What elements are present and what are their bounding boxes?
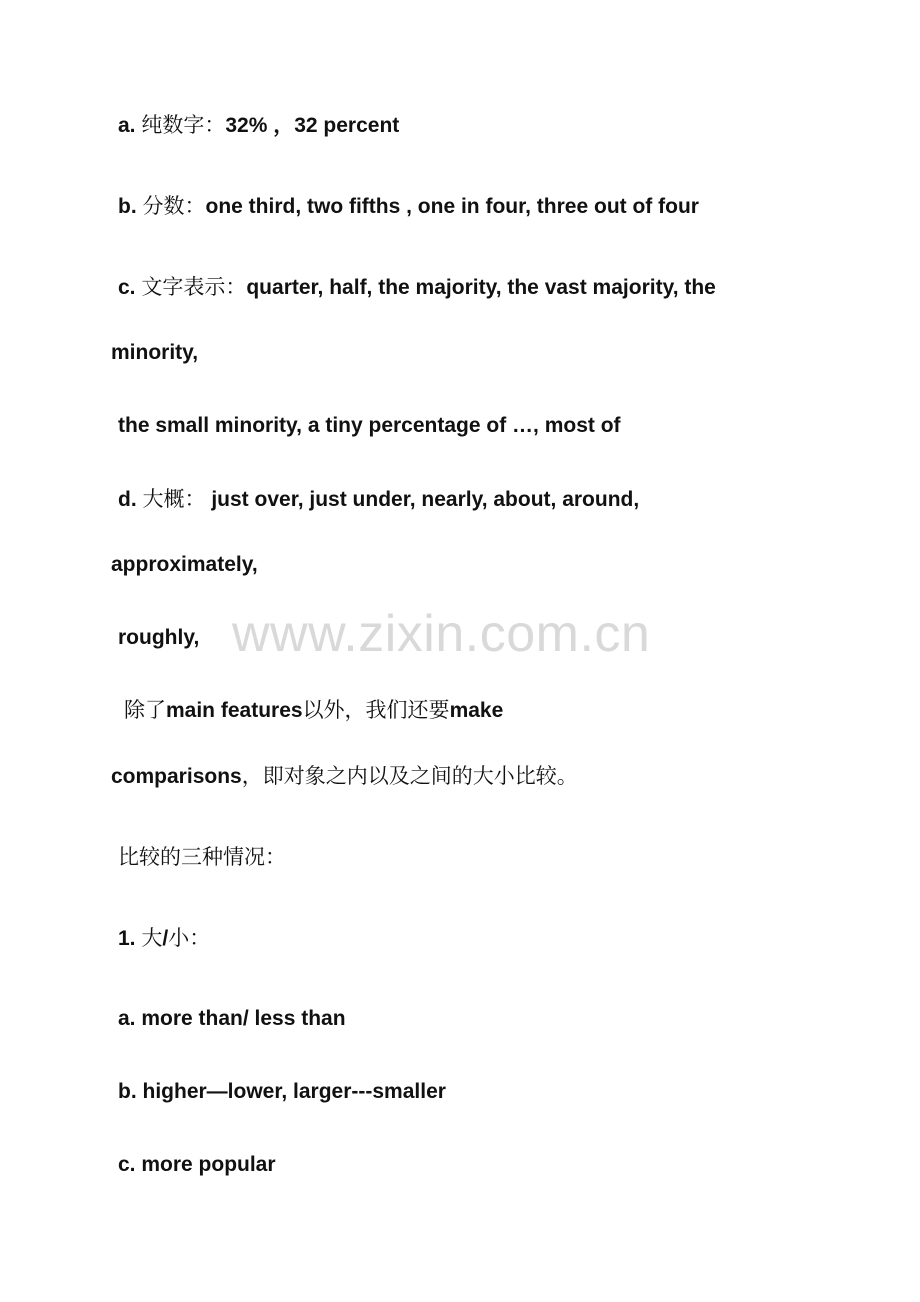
chinese-text: 小： bbox=[168, 926, 211, 950]
line-c-words bbox=[118, 272, 716, 303]
line-c-continued: minority, bbox=[111, 341, 199, 364]
paragraph-comparisons bbox=[124, 695, 503, 726]
english-text: comparisons bbox=[111, 765, 242, 788]
english-text: main features bbox=[166, 699, 303, 722]
line-d-approximate bbox=[118, 484, 639, 515]
case-1-item-b: b. higher—lower, larger---smaller bbox=[118, 1080, 446, 1103]
chinese-label: 分数： bbox=[142, 194, 206, 218]
list-marker: 1. bbox=[118, 927, 142, 950]
chinese-label: 纯数字： bbox=[141, 113, 226, 137]
line-c-continued-2: the small minority, a tiny percentage of …, most of bbox=[118, 414, 621, 437]
list-marker: b. bbox=[118, 195, 143, 218]
english-text: 32% ，32 percent bbox=[225, 114, 400, 137]
chinese-text: 以外，我们还要 bbox=[302, 698, 450, 722]
chinese-text: 除了 bbox=[124, 698, 166, 722]
line-d-continued-2: roughly, bbox=[118, 626, 200, 649]
english-text: quarter, half, the majority, the vast majority, the bbox=[246, 276, 716, 299]
case-1-heading bbox=[118, 923, 210, 954]
list-marker: d. bbox=[118, 488, 143, 511]
section-heading-three-cases: 比较的三种情况： bbox=[118, 845, 286, 869]
watermark-text: www.zixin.com.cn bbox=[232, 605, 651, 663]
case-1-item-c: c. more popular bbox=[118, 1153, 276, 1176]
list-marker: a. bbox=[118, 114, 142, 137]
english-text: one third, two fifths , one in four, three out of four bbox=[205, 195, 699, 218]
line-d-continued: approximately, bbox=[111, 553, 258, 576]
chinese-text: 大 bbox=[141, 926, 163, 950]
case-1-item-a: a. more than/ less than bbox=[118, 1007, 346, 1030]
chinese-label: 大概： bbox=[142, 487, 206, 511]
chinese-label: 文字表示： bbox=[141, 275, 247, 299]
english-text: make bbox=[449, 699, 504, 722]
line-a-pure-numbers bbox=[118, 110, 399, 141]
line-b-fractions bbox=[118, 191, 699, 222]
list-marker: c. bbox=[118, 276, 142, 299]
chinese-text: ，即对象之内以及之间的大小比较。 bbox=[241, 764, 578, 788]
paragraph-comparisons-continued bbox=[111, 761, 578, 792]
slash: / bbox=[162, 927, 169, 950]
english-text: just over, just under, nearly, about, around, bbox=[205, 488, 640, 511]
